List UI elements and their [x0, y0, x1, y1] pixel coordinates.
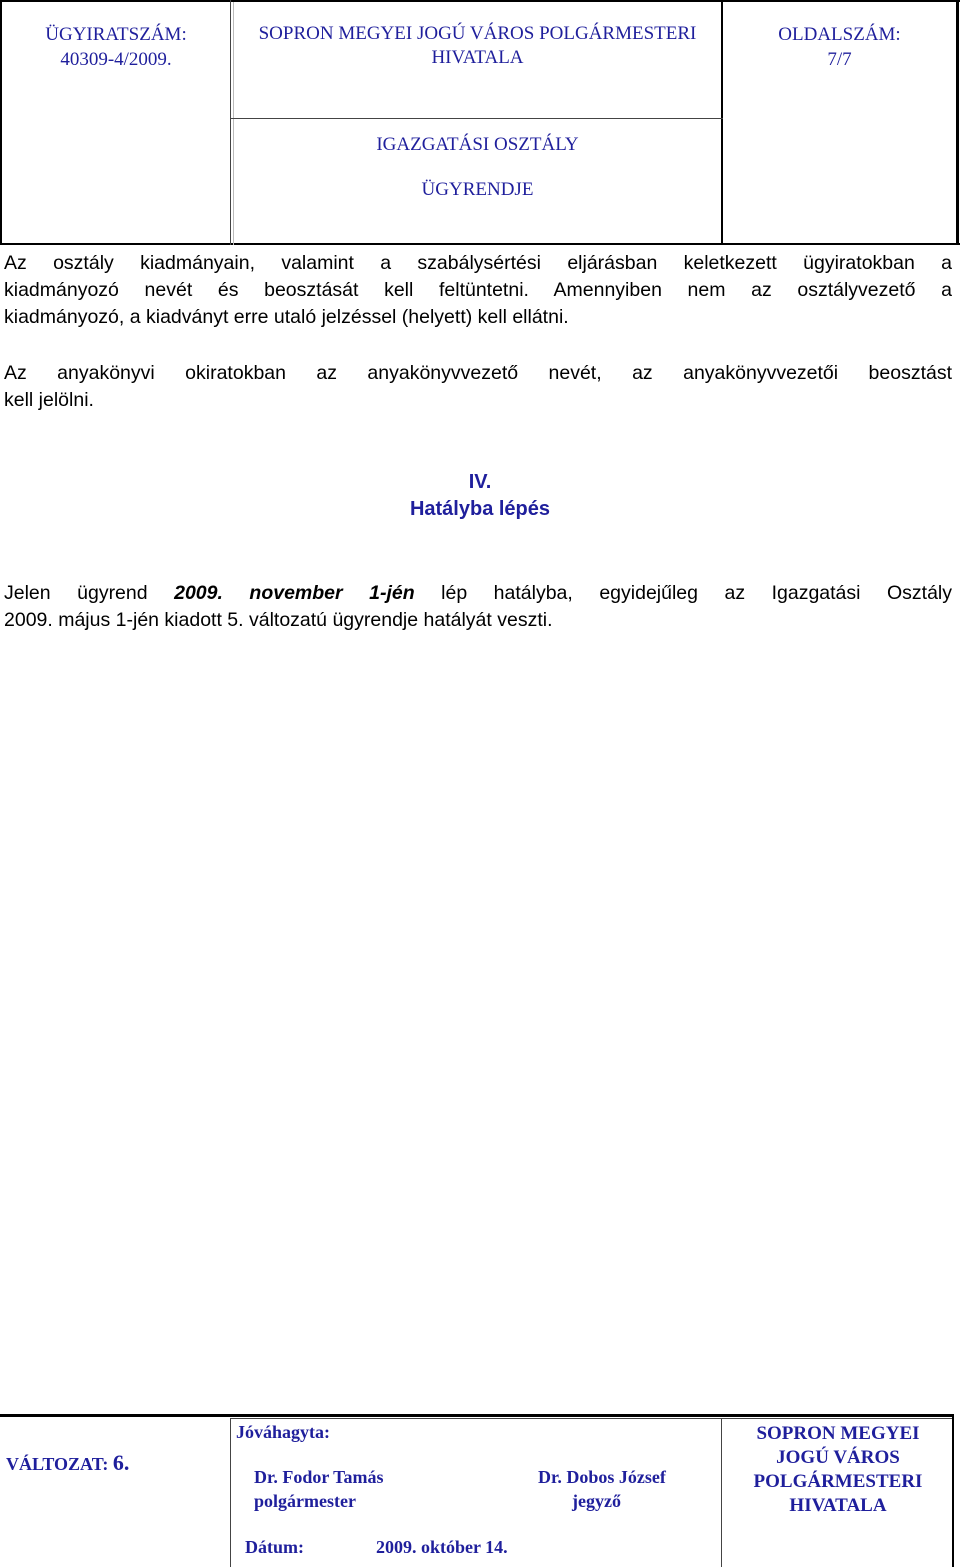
approved-label: Jóváhagyta:	[236, 1422, 330, 1442]
document-header	[0, 0, 960, 245]
case-number-label: ÜGYIRATSZÁM:	[45, 24, 187, 45]
paragraph-registry	[4, 360, 952, 414]
mayor-title: polgármester	[254, 1491, 356, 1511]
page-number-label: OLDALSZÁM:	[778, 24, 901, 45]
paragraph-line: kiadmányozó nevét és beosztását kell feltüntetni. Amennyiben nem az osztályvezető a	[4, 279, 952, 301]
header-border-top	[0, 0, 960, 2]
header-border-right	[956, 0, 959, 245]
paragraph-signatory	[4, 250, 952, 331]
effective-text-suffix: lép hatályba, egyidejűleg az Igazgatási Osztály	[414, 582, 953, 604]
paragraph-effective-date	[4, 580, 952, 634]
footer-border-top-inner	[230, 1418, 954, 1419]
section-number: IV.	[468, 471, 492, 493]
paragraph-line: Az anyakönyvi okiratokban az anyakönyvvezető nevét, az anyakönyvvezetői beosztást	[4, 362, 952, 384]
footer-office-line: HIVATALA	[789, 1495, 887, 1516]
paragraph-line: kell jelölni.	[4, 389, 94, 411]
date-label: Dátum:	[245, 1537, 304, 1557]
document-type: ÜGYRENDJE	[421, 179, 534, 200]
header-divider-left	[230, 0, 231, 245]
effective-date: 2009. november 1-jén	[174, 582, 415, 604]
paragraph-line: 2009. május 1-jén kiadott 5. változatú ügyrendje hatályát veszti.	[4, 609, 553, 631]
office-name-line1: SOPRON MEGYEI JOGÚ VÁROS POLGÁRMESTERI	[258, 23, 697, 44]
footer-office-line: POLGÁRMESTERI	[753, 1471, 923, 1492]
notary-name: Dr. Dobos József	[538, 1467, 666, 1487]
version-value: 6.	[112, 1450, 130, 1475]
footer-office-line: JOGÚ VÁROS	[776, 1447, 900, 1468]
version-label: VÁLTOZAT:	[6, 1454, 109, 1474]
header-divider-middle	[230, 118, 723, 119]
header-border-bottom	[0, 243, 960, 245]
paragraph-line: kiadmányozó, a kiadványt erre utaló jelzéssel (helyett) kell ellátni.	[4, 306, 569, 328]
date-value: 2009. október 14.	[376, 1537, 508, 1557]
department-name: IGAZGATÁSI OSZTÁLY	[376, 134, 579, 155]
section-title: Hatályba lépés	[409, 498, 551, 520]
footer-border-top	[0, 1414, 954, 1417]
version-block	[6, 1450, 129, 1476]
effective-text-prefix: Jelen ügyrend	[4, 582, 175, 604]
footer-office-name	[722, 1422, 954, 1518]
paragraph-line	[4, 580, 952, 607]
notary-title: jegyző	[572, 1491, 621, 1511]
footer-divider-left	[230, 1418, 231, 1567]
mayor-name: Dr. Fodor Tamás	[254, 1467, 384, 1487]
page-number-value: 7/7	[827, 49, 852, 70]
office-name-line2: HIVATALA	[431, 47, 524, 68]
case-number-value: 40309-4/2009.	[60, 49, 172, 70]
footer-office-line: SOPRON MEGYEI	[756, 1423, 920, 1444]
paragraph-line: Az osztály kiadmányain, valamint a szabálysértési eljárásban keletkezett ügyiratokban a	[4, 252, 952, 274]
